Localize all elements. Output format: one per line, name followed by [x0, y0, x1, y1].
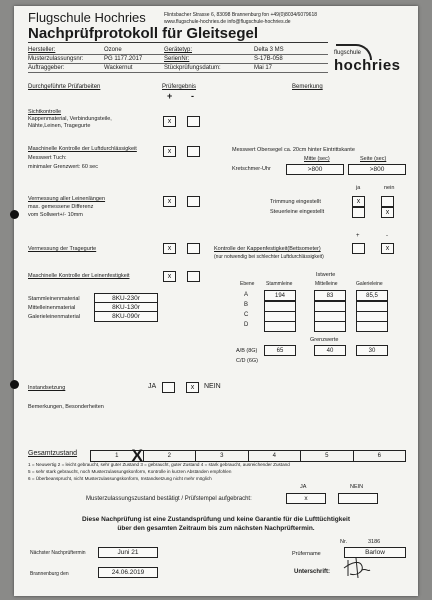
stueck-label: Stückprüfungsdatum:	[164, 65, 221, 71]
nein-label: nein	[384, 185, 395, 191]
a-galerie-value[interactable]: 85,5	[356, 290, 388, 301]
grenzwerte-label: Grenzwerte	[310, 337, 339, 343]
gesamt-legend-2: 5 = sehr stark gebraucht, noch Musterzulassungskonform, Kontrolle in kurzen Abständen empfohlen	[28, 469, 232, 474]
material-label: Mittelleinenmaterial	[28, 305, 76, 311]
nr-label: Nr.	[340, 539, 348, 545]
kappe-plus-box[interactable]	[352, 243, 365, 254]
gesamt-cell-label: 2	[167, 453, 171, 459]
page-title: Nachprüfprotokoll für Gleitsegel	[28, 25, 259, 42]
trage-plus-box[interactable]: x	[163, 243, 176, 254]
gesamt-cell-1[interactable]: 1	[91, 451, 144, 461]
auftrag-label: Auftraggeber:	[28, 65, 65, 71]
trage-minus-box[interactable]	[187, 243, 200, 254]
ab-label: A/B (8G)	[236, 348, 258, 354]
gesamt-scale	[90, 446, 406, 465]
kappe-note: (nur notwendig bei schlechter Luftdurchlässigkeit)	[214, 254, 324, 260]
logo-small-text: flugschule	[334, 50, 362, 56]
stempel-nein-label: NEIN	[350, 484, 364, 490]
signature-icon	[342, 556, 372, 580]
geraetetyp-value: Delta 3 MS	[254, 47, 284, 53]
gesamt-cell-3[interactable]: 3	[196, 451, 249, 461]
d-stamm-value[interactable]	[264, 321, 296, 332]
kappe-title: Kontrolle der Kappenfestigkeit(Bettsometer)	[214, 246, 321, 252]
instand-ja-box[interactable]	[162, 382, 175, 393]
galerie-header: Galerieleine	[356, 281, 383, 287]
sicht-plus-box[interactable]: x	[163, 116, 176, 127]
naechster-label: Nächster Nachprüftermin	[30, 550, 86, 556]
gesamt-selected-mark: X	[131, 446, 143, 465]
steuer-label: Steuerleine eingestellt	[270, 209, 325, 215]
trimmung-nein-box[interactable]	[381, 196, 394, 207]
sicht-line1: Kappenmaterial, Verbindungsteile,	[28, 116, 112, 122]
muster-label: Musterzulassungsnr:	[28, 56, 84, 62]
level-label: A	[244, 292, 249, 298]
leinen-minus-box[interactable]	[187, 196, 200, 207]
hersteller-label: Hersteller:	[28, 47, 56, 53]
kappe-minus-label: -	[386, 233, 388, 239]
pruefer-label: Prüfername	[292, 551, 321, 557]
gesamt-title: Gesamtzustand	[28, 450, 78, 457]
cd-label: C/D (6G)	[236, 358, 258, 364]
min-grenzwert: minimaler Grenzwert: 60 sec	[28, 164, 98, 170]
info-rule	[28, 72, 328, 73]
d-mittel-value[interactable]	[314, 321, 346, 332]
stempel-nein-box[interactable]	[338, 493, 378, 504]
istwerte-label: Istwerte	[316, 272, 336, 278]
obersegel-note: Messwert Obersegel ca. 20cm hinter Eintrittskante	[232, 147, 355, 153]
material-value[interactable]: 8KU-090r	[94, 311, 158, 322]
nr-value: 3186	[368, 539, 381, 545]
stempel-label: Musterzulassungszustand bestätigt / Prüfstempel aufgebracht:	[86, 496, 252, 502]
stamm-header: Stammleine	[266, 281, 293, 287]
geraetetyp-label: Gerätetyp:	[164, 47, 193, 53]
level-label: C	[244, 312, 249, 318]
disclaimer-line-2: über den gesamten Zeitraum bis zum nächsten Nachprüftermin.	[117, 525, 315, 532]
trage-title: Vermessung der Tragegurte	[28, 246, 97, 252]
a-stamm-value[interactable]: 194	[264, 290, 296, 301]
d-galerie-value[interactable]	[356, 321, 388, 332]
col-plus: +	[167, 91, 173, 101]
auftrag-value: Wackernut	[104, 65, 133, 71]
stempel-ja-label: JA	[300, 484, 307, 490]
ab-stamm-value: 65	[264, 345, 296, 356]
punch-hole-icon	[10, 210, 19, 219]
serien-label: SerienNr:	[164, 56, 190, 62]
mitte-label: Mitte (sec)	[304, 156, 330, 162]
leinen-line2: vom Sollwert+/- 10mm	[28, 212, 83, 218]
steuer-nein-box[interactable]: x	[381, 207, 394, 218]
gesamt-cell-5[interactable]: 5	[301, 451, 354, 461]
luft-plus-box[interactable]: x	[163, 146, 176, 157]
material-label: Galerieleinenmaterial	[28, 314, 80, 320]
muster-value: PG 1177.2017	[104, 56, 143, 62]
gesamt-cell-4[interactable]: 4	[249, 451, 302, 461]
bemerkungen-label: Bemerkungen, Besonderheiten	[28, 404, 104, 410]
mittel-header: Mittelleine	[315, 281, 338, 287]
disclaimer-line-1: Diese Nachprüfung ist eine Zustandsprüfung und keine Garantie für die Lufttüchtigkeit	[82, 516, 350, 523]
trimmung-ja-box[interactable]: x	[352, 196, 365, 207]
sicht-minus-box[interactable]	[187, 116, 200, 127]
instand-nein-box[interactable]: x	[186, 382, 199, 393]
leinen-title: Vermessung aller Leinenlängen	[28, 196, 106, 202]
luft-title: Maschinelle Kontrolle der Luftdurchlässigkeit	[28, 146, 137, 152]
unterschrift-label: Unterschrift:	[294, 569, 331, 575]
instand-title: Instandsetzung	[28, 385, 66, 391]
ab-galerie-value: 30	[356, 345, 388, 356]
material-value[interactable]: 8KU-230r	[94, 293, 158, 304]
info-rule	[28, 63, 328, 64]
protocol-sheet	[14, 6, 418, 596]
hersteller-value: Ozone	[104, 47, 122, 53]
ja-label: ja	[356, 185, 361, 191]
kappe-minus-box[interactable]: x	[381, 243, 394, 254]
naechster-value[interactable]: Juni 21	[98, 547, 158, 558]
serien-value: S-17B-058	[254, 56, 283, 62]
ebene-header: Ebene	[240, 281, 255, 287]
festigkeit-minus-box[interactable]	[187, 271, 200, 282]
gesamt-cell-2[interactable]	[131, 446, 197, 465]
a-mittel-value[interactable]: 83	[314, 290, 346, 301]
col-arbeiten: Durchgeführte Prüfarbeiten	[28, 84, 101, 90]
messwert-tuch: Messwert Tuch:	[28, 155, 67, 161]
material-label: Stammleinenmaterial	[28, 296, 80, 302]
school-address: Flintsbacher Strasse 6, 83098 Brannenburg fon +49(0)8034/6079618	[164, 12, 318, 18]
kretschmer-label: Kretschmer-Uhr	[232, 166, 271, 172]
seite-value[interactable]: >800	[348, 164, 406, 175]
stueck-value: Mai 17	[254, 65, 273, 71]
instand-nein-label: NEIN	[204, 383, 221, 390]
leinen-plus-box[interactable]: x	[163, 196, 176, 207]
gesamt-legend-1: 1 = Neuwertig 2 = leicht gebraucht, sehr guter Zustand 3 = gebraucht, guter Zustand 4 = stark gebraucht, ausreichender Zustand	[28, 462, 290, 467]
sicht-title: Sichtkontrolle	[28, 109, 62, 115]
punch-hole-icon	[10, 380, 19, 389]
level-label: D	[244, 322, 249, 328]
luft-minus-box[interactable]	[187, 146, 200, 157]
stempel-ja-box[interactable]: x	[286, 493, 326, 504]
material-value[interactable]: 8KU-130r	[94, 302, 158, 313]
col-ergebnis: Prüfergebnis	[162, 84, 197, 90]
school-name: Flugschule Hochries	[28, 10, 146, 25]
school-web: www.flugschule-hochries.de info@flugschule-hochries.de	[164, 19, 291, 25]
gesamt-legend-3: 6 = Überbeansprucht, nicht Musterzulassungskonform, Instandsetzung nicht mehr möglich	[28, 476, 212, 481]
seite-label: Seite (sec)	[360, 156, 387, 162]
sicht-line2: Nähte,Leinen, Tragegurte	[28, 123, 91, 129]
pruefer-value[interactable]: Barlow	[344, 547, 406, 558]
kappe-plus-label: +	[356, 233, 360, 239]
festigkeit-plus-box[interactable]: x	[163, 271, 176, 282]
festigkeit-title: Maschinelle Kontrolle der Leinenfestigkeit	[28, 273, 130, 279]
trimmung-label: Trimmung eingestellt	[270, 199, 321, 205]
level-label: B	[244, 302, 249, 308]
ort-label: Brannenburg den	[30, 571, 69, 577]
logo-big-text: hochries	[334, 57, 401, 74]
steuer-ja-box[interactable]	[352, 207, 365, 218]
ab-mittel-value: 40	[314, 345, 346, 356]
ort-value[interactable]: 24.06.2019	[98, 567, 158, 578]
mitte-value[interactable]: >800	[286, 164, 344, 175]
instand-ja-label: JA	[148, 383, 157, 390]
info-rule	[28, 54, 328, 55]
col-minus: -	[191, 91, 194, 101]
col-bemerkung: Bemerkung	[292, 84, 323, 90]
leinen-line1: max. gemessene Differenz	[28, 204, 94, 210]
title-underline	[28, 42, 328, 43]
gesamt-cell-6[interactable]: 6	[377, 453, 381, 459]
